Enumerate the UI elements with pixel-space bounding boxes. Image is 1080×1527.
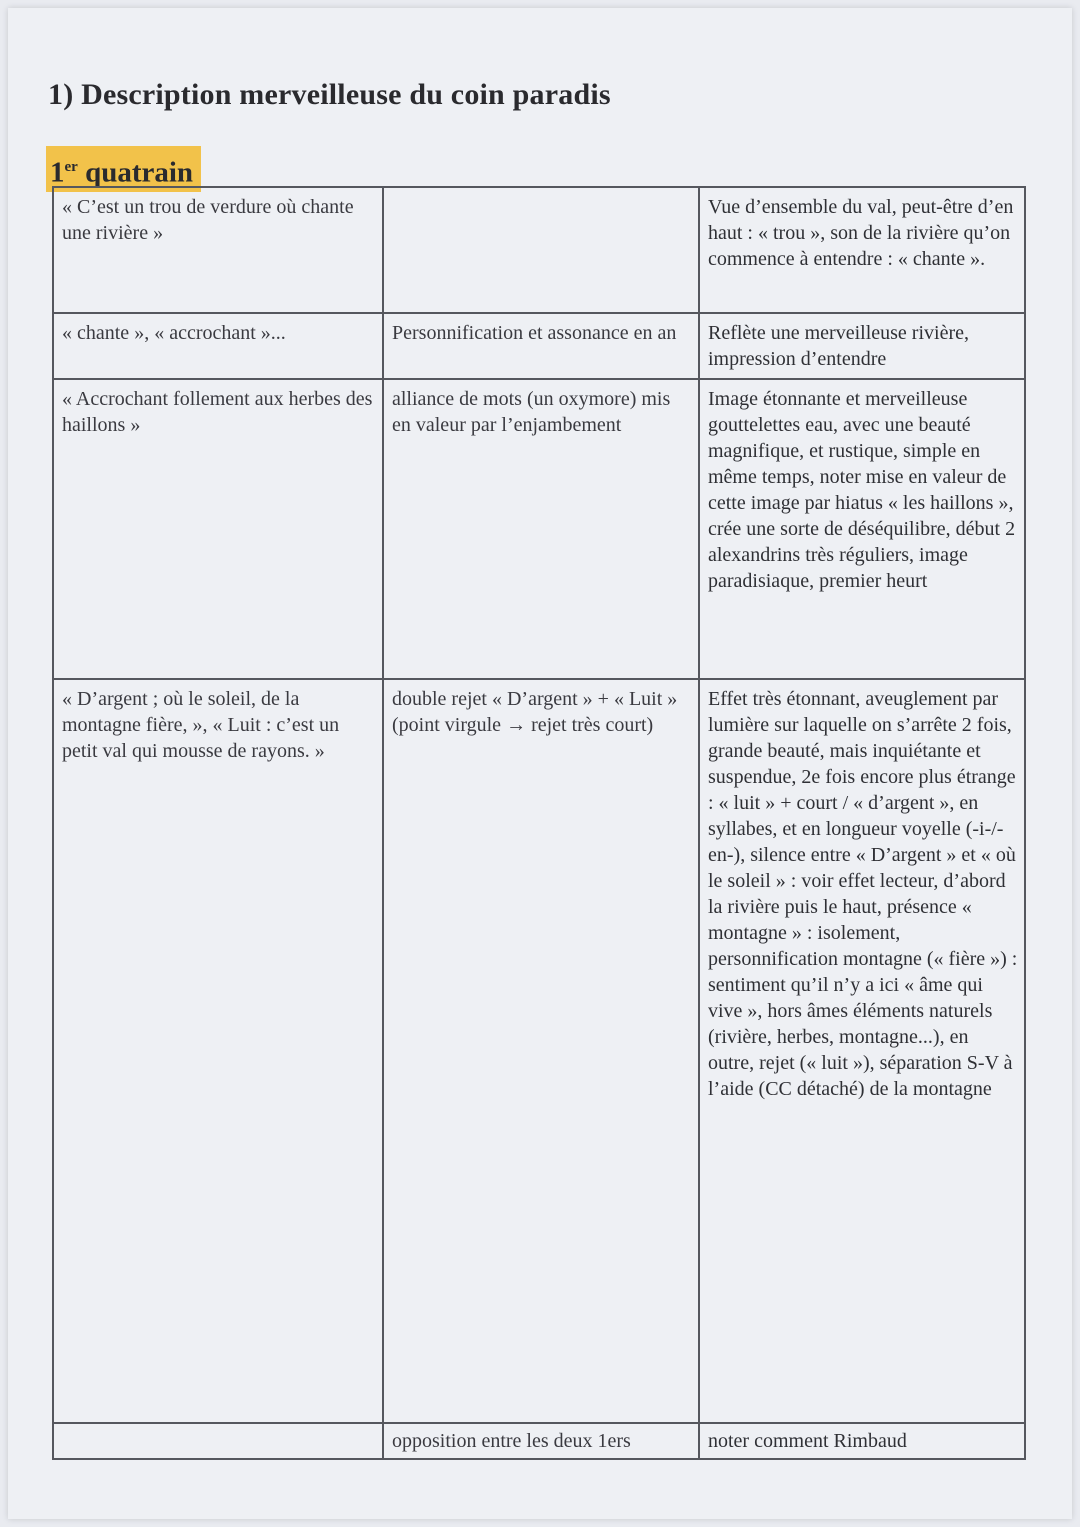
quote-cell: « D’argent ; où le soleil, de la montagne fière, », « Luit : c’est un petit val qui mousse de rayons. » xyxy=(53,679,383,1423)
device-cell: double rejet « D’argent » + « Luit » (point virgule → rejet très court) xyxy=(383,679,699,1423)
effect-cell: noter comment Rimbaud xyxy=(699,1423,1025,1459)
table-row xyxy=(53,379,1025,679)
effect-cell: Vue d’ensemble du val, peut-être d’en haut : « trou », son de la rivière qu’on commence à entendre : « chante ». xyxy=(699,187,1025,313)
table-row xyxy=(53,187,1025,313)
device-cell: Personnification et assonance en an xyxy=(383,313,699,379)
page-title: 1) Description merveilleuse du coin paradis xyxy=(48,78,611,111)
effect-cell: Reflète une merveilleuse rivière, impression d’entendre xyxy=(699,313,1025,379)
section-number: 1 xyxy=(50,156,65,189)
device-cell: opposition entre les deux 1ers xyxy=(383,1423,699,1459)
quote-cell: « chante », « accrochant »... xyxy=(53,313,383,379)
section-superscript: er xyxy=(64,159,78,175)
effect-cell: Effet très étonnant, aveuglement par lumière sur laquelle on s’arrête 2 fois, grande beauté, mais inquiétante et suspendue, 2e fois encore plus étrange : « luit » + court / « d’argent », en syllabes, et en longueur voyelle (-i-/-en-), silence entre « D’argent » et « où le soleil » : voir effet lecteur, d’abord la rivière puis le haut, présence « montagne » : isolement, personnification montagne (« fière ») : sentiment qu’il n’y a ici « âme qui vive », hors âmes éléments naturels (rivière, herbes, montagne...), en outre, rejet (« luit »), séparation S-V à l’aide (CC détaché) de la montagne xyxy=(699,679,1025,1423)
table-row xyxy=(53,1423,1025,1459)
table-row xyxy=(53,313,1025,379)
device-cell: alliance de mots (un oxymore) mis en valeur par l’enjambement xyxy=(383,379,699,679)
section-label: quatrain xyxy=(85,156,194,189)
quote-cell xyxy=(53,1423,383,1459)
quote-cell: « Accrochant follement aux herbes des haillons » xyxy=(53,379,383,679)
quote-cell: « C’est un trou de verdure où chante une rivière » xyxy=(53,187,383,313)
device-cell xyxy=(383,187,699,313)
document-page xyxy=(8,8,1072,1519)
table-row xyxy=(53,679,1025,1423)
analysis-table xyxy=(52,186,1026,1460)
section-heading xyxy=(46,146,201,192)
effect-cell: Image étonnante et merveilleuse gouttelettes eau, avec une beauté magnifique, et rustique, simple en même temps, noter mise en valeur de cette image par hiatus « les haillons », crée une sorte de déséquilibre, début 2 alexandrins très réguliers, image paradisiaque, premier heurt xyxy=(699,379,1025,679)
